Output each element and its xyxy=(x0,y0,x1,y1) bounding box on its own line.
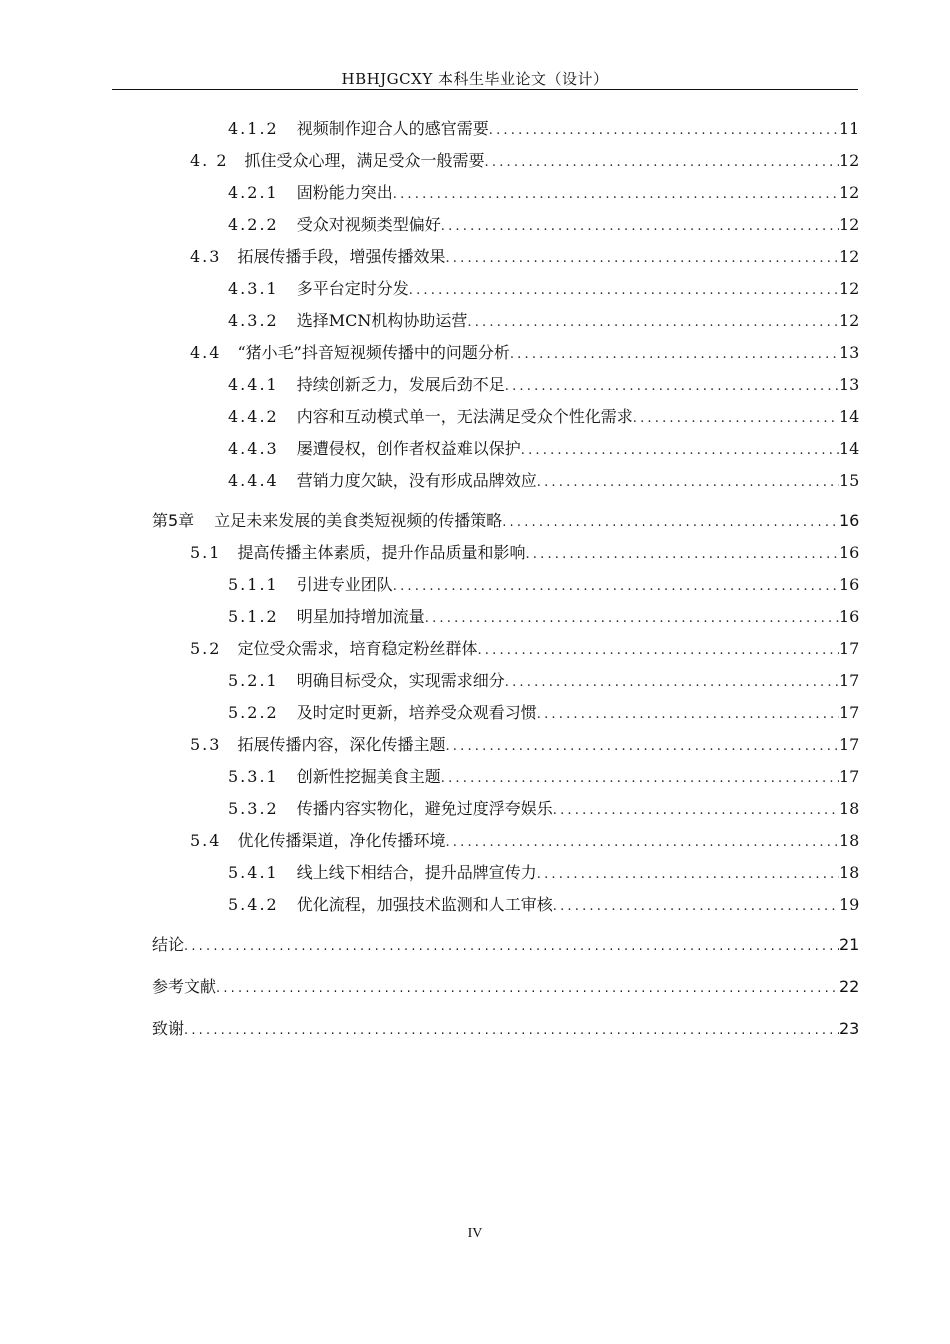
toc-entry[interactable] xyxy=(228,308,859,334)
toc-entry[interactable] xyxy=(228,212,859,238)
toc-entry-number: 5.3.1 xyxy=(228,767,279,786)
toc-entry-title: 立足未来发展的美食类短视频的传播策略 xyxy=(214,511,503,530)
toc-entry-number: 5.1.2 xyxy=(228,607,279,626)
toc-entry-number: 4.3.2 xyxy=(228,311,279,330)
toc-entry[interactable] xyxy=(152,974,859,1000)
toc-entry[interactable] xyxy=(190,732,859,758)
toc-entry-page: 13 xyxy=(839,343,860,362)
toc-dot-leader xyxy=(409,278,839,304)
toc-entry-number: 5.4 xyxy=(190,831,222,850)
toc-entry-page: 12 xyxy=(839,247,860,266)
toc-entry-page: 22 xyxy=(839,977,860,996)
toc-entry-page: 12 xyxy=(839,183,860,202)
toc-dot-leader xyxy=(537,862,839,888)
toc-entry-page: 21 xyxy=(839,935,860,954)
toc-entry[interactable] xyxy=(190,540,859,566)
toc-entry[interactable] xyxy=(228,404,859,430)
toc-entry[interactable] xyxy=(228,700,859,726)
toc-entry-page: 12 xyxy=(839,215,860,234)
toc-entry-title: 定位受众需求，培育稳定粉丝群体 xyxy=(237,639,478,658)
toc-entry-title: 创新性挖掘美食主题 xyxy=(296,767,441,786)
toc-entry-title: 视频制作迎合人的感官需要 xyxy=(296,119,489,138)
toc-dot-leader xyxy=(505,670,839,696)
toc-dot-leader xyxy=(441,214,839,240)
toc-entry-title: 引进专业团队 xyxy=(296,575,393,594)
toc-entry-number: 5.4.1 xyxy=(228,863,279,882)
toc-entry-number: 4.4.4 xyxy=(228,471,279,490)
toc-entry-title: 优化传播渠道，净化传播环境 xyxy=(237,831,446,850)
toc-entry-page: 18 xyxy=(839,831,860,850)
toc-entry-page: 14 xyxy=(839,439,860,458)
toc-entry-number: 4.3 xyxy=(190,247,222,266)
toc-entry-page: 13 xyxy=(839,375,860,394)
toc-entry-title: 选择MCN机构协助运营 xyxy=(296,311,468,330)
toc-entry[interactable] xyxy=(228,180,859,206)
toc-entry-title: 屡遭侵权，创作者权益难以保护 xyxy=(296,439,521,458)
toc-entry-title: 优化流程，加强技术监测和人工审核 xyxy=(296,895,553,914)
toc-entry-title: 参考文献 xyxy=(152,977,217,996)
toc-entry-title: 明确目标受众，实现需求细分 xyxy=(296,671,505,690)
toc-entry-number: 5.2.2 xyxy=(228,703,279,722)
toc-entry-title: 持续创新乏力，发展后劲不足 xyxy=(296,375,505,394)
toc-dot-leader xyxy=(393,182,839,208)
toc-entry-page: 17 xyxy=(839,735,860,754)
toc-entry-number: 4. 2 xyxy=(190,151,229,170)
toc-entry-page: 18 xyxy=(839,799,860,818)
toc-entry-page: 16 xyxy=(839,543,860,562)
toc-entry[interactable] xyxy=(190,244,859,270)
toc-dot-leader xyxy=(445,734,839,760)
toc-entry-page: 17 xyxy=(839,671,860,690)
toc-entry-title: 提高传播主体素质，提升作品质量和影响 xyxy=(237,543,526,562)
toc-entry-number: 4.2.1 xyxy=(228,183,279,202)
page-number: IV xyxy=(467,1226,483,1241)
toc-entry-number: 4.4.1 xyxy=(228,375,279,394)
toc-entry-number: 5.2 xyxy=(190,639,222,658)
toc-entry[interactable] xyxy=(190,828,859,854)
toc-entry-number: 4.1.2 xyxy=(228,119,279,138)
toc-dot-leader xyxy=(477,638,839,664)
toc-entry-title: 内容和互动模式单一，无法满足受众个性化需求 xyxy=(296,407,633,426)
toc-entry-number: 4.2.2 xyxy=(228,215,279,234)
toc-entry-number: 第5章 xyxy=(152,511,195,530)
toc-entry[interactable] xyxy=(228,572,859,598)
toc-entry[interactable] xyxy=(152,508,859,534)
toc-entry-title: 抓住受众心理，满足受众一般需要 xyxy=(244,151,485,170)
toc-dot-leader xyxy=(445,246,839,272)
toc-entry-page: 17 xyxy=(839,703,860,722)
toc-dot-leader xyxy=(505,374,839,400)
toc-entry-number: 4.4 xyxy=(190,343,222,362)
toc-entry-title: 传播内容实物化，避免过度浮夸娱乐 xyxy=(296,799,553,818)
toc-entry[interactable] xyxy=(228,860,859,886)
toc-dot-leader xyxy=(537,470,839,496)
toc-entry-number: 5.3.2 xyxy=(228,799,279,818)
toc-entry-number: 5.1 xyxy=(190,543,222,562)
toc-dot-leader xyxy=(553,798,839,824)
toc-entry-number: 5.1.1 xyxy=(228,575,279,594)
toc-dot-leader xyxy=(521,438,839,464)
toc-entry-page: 17 xyxy=(839,767,860,786)
toc-entry-title: 明星加持增加流量 xyxy=(296,607,425,626)
toc-entry-title: 固粉能力突出 xyxy=(296,183,393,202)
toc-entry-number: 5.2.1 xyxy=(228,671,279,690)
toc-dot-leader xyxy=(489,118,839,144)
toc-entry-title: “猪小毛”抖音短视频传播中的问题分析 xyxy=(237,343,510,362)
toc-entry-page: 16 xyxy=(839,511,860,530)
toc-entry[interactable] xyxy=(228,892,859,918)
toc-entry-title: 营销力度欠缺，没有形成品牌效应 xyxy=(296,471,537,490)
toc-entry-page: 15 xyxy=(839,471,860,490)
toc-entry-title: 结论 xyxy=(152,935,185,954)
toc-entry-title: 拓展传播内容，深化传播主题 xyxy=(237,735,446,754)
header-title: HBHJGCXY 本科生毕业论文（设计） xyxy=(341,70,609,88)
toc-entry[interactable] xyxy=(190,636,859,662)
toc-entry[interactable] xyxy=(152,1016,859,1042)
toc-entry-page: 12 xyxy=(839,279,860,298)
toc-dot-leader xyxy=(393,574,839,600)
toc-entry[interactable] xyxy=(190,148,859,174)
toc-entry-number: 5.3 xyxy=(190,735,222,754)
toc-dot-leader xyxy=(216,976,839,1002)
toc-dot-leader xyxy=(445,830,839,856)
toc-dot-leader xyxy=(425,606,839,632)
toc-dot-leader xyxy=(502,510,839,536)
toc-entry[interactable] xyxy=(228,116,859,142)
toc-entry-page: 23 xyxy=(839,1019,860,1038)
toc-entry-title: 拓展传播手段，增强传播效果 xyxy=(237,247,446,266)
toc-dot-leader xyxy=(537,702,839,728)
toc-dot-leader xyxy=(467,310,839,336)
toc-entry-page: 18 xyxy=(839,863,860,882)
toc-entry-title: 及时定时更新，培养受众观看习惯 xyxy=(296,703,537,722)
toc-dot-leader xyxy=(441,766,839,792)
toc-entry-page: 17 xyxy=(839,639,860,658)
header-divider xyxy=(112,89,858,90)
toc-dot-leader xyxy=(184,1018,839,1044)
toc-entry-page: 19 xyxy=(839,895,860,914)
toc-entry-page: 16 xyxy=(839,607,860,626)
toc-entry-number: 5.4.2 xyxy=(228,895,279,914)
toc-entry-page: 12 xyxy=(839,151,860,170)
toc-dot-leader xyxy=(525,542,839,568)
toc-entry[interactable] xyxy=(228,604,859,630)
toc-entry[interactable] xyxy=(152,932,859,958)
toc-entry[interactable] xyxy=(228,764,859,790)
toc-entry[interactable] xyxy=(228,468,859,494)
toc-entry-title: 线上线下相结合，提升品牌宣传力 xyxy=(296,863,537,882)
toc-entry-number: 4.3.1 xyxy=(228,279,279,298)
toc-dot-leader xyxy=(510,342,839,368)
toc-entry-title: 受众对视频类型偏好 xyxy=(296,215,441,234)
toc-entry[interactable] xyxy=(228,372,859,398)
toc-dot-leader xyxy=(553,894,839,920)
toc-dot-leader xyxy=(633,406,839,432)
toc-entry-page: 16 xyxy=(839,575,860,594)
toc-dot-leader xyxy=(485,150,839,176)
toc-entry[interactable] xyxy=(228,668,859,694)
toc-entry-title: 多平台定时分发 xyxy=(296,279,409,298)
toc-dot-leader xyxy=(184,934,839,960)
toc-entry-page: 12 xyxy=(839,311,860,330)
toc-entry[interactable] xyxy=(228,796,859,822)
toc-entry-number: 4.4.3 xyxy=(228,439,279,458)
toc-entry[interactable] xyxy=(190,340,859,366)
toc-entry-page: 14 xyxy=(839,407,860,426)
toc-entry[interactable] xyxy=(228,436,859,462)
toc-entry[interactable] xyxy=(228,276,859,302)
toc-entry-page: 11 xyxy=(839,119,860,138)
toc-entry-number: 4.4.2 xyxy=(228,407,279,426)
toc-entry-title: 致谢 xyxy=(152,1019,185,1038)
